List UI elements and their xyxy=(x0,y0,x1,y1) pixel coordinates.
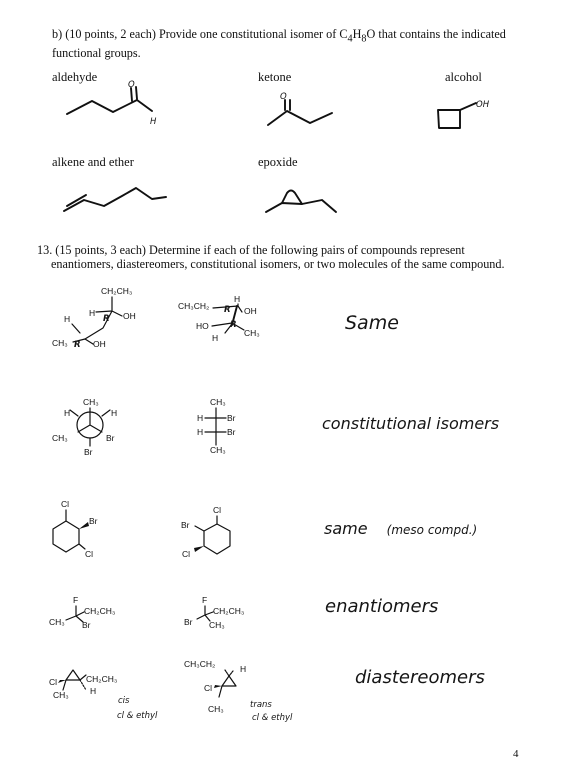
group-label: CH₂CH₃ xyxy=(101,286,133,296)
group-label: Cl xyxy=(85,549,94,559)
group-label: CH₃ xyxy=(53,690,69,700)
group-label: Br xyxy=(184,617,193,627)
group-label: H xyxy=(89,308,96,318)
answer-pair4: enantiomers xyxy=(325,596,439,617)
group-label: OH xyxy=(123,311,136,321)
pair3-left-structure xyxy=(53,499,98,559)
label-aldehyde: aldehyde xyxy=(52,70,98,84)
group-label: Cl xyxy=(61,499,70,509)
group-label: Cl xyxy=(182,549,191,559)
group-label: CH₃ xyxy=(208,704,224,714)
answer-pair1: Same xyxy=(345,312,399,334)
stereo-label: R xyxy=(103,314,110,324)
group-label: H xyxy=(240,664,247,674)
group-label: CH₂CH₃ xyxy=(213,606,245,616)
group-label: H xyxy=(90,686,97,696)
group-label: Br xyxy=(82,620,91,630)
annotation-cl-ethyl: cl & ethyl xyxy=(117,711,158,721)
group-label: Br xyxy=(84,447,93,457)
group-label: CH₃ xyxy=(209,620,225,630)
answer-pair2: constitutional isomers xyxy=(322,414,500,433)
group-label: OH xyxy=(93,339,106,349)
prompt-text: b) (10 points, 2 each) Provide one constitutional isomer of C xyxy=(52,27,348,41)
group-label: H xyxy=(197,427,204,437)
annotation-cis: cis xyxy=(118,696,130,706)
answer-note: (meso compd.) xyxy=(386,523,478,537)
group-label: F xyxy=(202,595,208,605)
group-label: CH₃ xyxy=(83,397,99,407)
pair1-left-structure xyxy=(52,286,136,350)
page-number: 4 xyxy=(513,748,519,760)
formula-subscript: 8 xyxy=(361,33,367,45)
formula-subscript: 4 xyxy=(347,33,353,45)
group-label: Br xyxy=(181,520,190,530)
group-label: CH₃ xyxy=(210,445,226,455)
pair2-fischer-projection xyxy=(197,397,236,455)
group-label: HO xyxy=(196,321,209,331)
group-label: CH₂CH₃ xyxy=(84,606,116,616)
label-alcohol: alcohol xyxy=(445,70,482,84)
group-label: H xyxy=(64,408,71,418)
annotation-trans: trans xyxy=(250,700,272,710)
group-label: CH₃CH₂ xyxy=(184,659,216,669)
answer-pair3 xyxy=(324,519,477,538)
alcohol-oh: OH xyxy=(476,100,490,110)
annotation-cl-ethyl: cl & ethyl xyxy=(252,713,293,723)
group-label: H xyxy=(234,294,241,304)
ketone-o: O xyxy=(280,92,287,102)
pair4-right-structure xyxy=(184,595,244,630)
stereo-label: R xyxy=(74,340,81,350)
group-label: CH₂CH₃ xyxy=(86,674,118,684)
pair5-right-structure xyxy=(184,659,293,723)
group-label: CH₃ xyxy=(244,328,260,338)
group-label: CH₃ xyxy=(49,617,65,627)
prompt-text: 13. (15 points, 3 each) Determine if each of the following pairs of compounds represent xyxy=(37,243,465,257)
prompt-text: enantiomers, diastereomers, constitutional isomers, or two molecules of the same compound. xyxy=(51,257,505,271)
aldehyde-o: O xyxy=(128,80,135,90)
answer-text: same xyxy=(324,519,368,538)
stereo-label: R xyxy=(224,305,231,315)
group-label: H xyxy=(111,408,118,418)
group-label: H xyxy=(212,333,219,343)
group-label: H xyxy=(197,413,204,423)
group-label: CH₃ xyxy=(210,397,226,407)
label-ketone: ketone xyxy=(258,70,292,84)
label-epoxide: epoxide xyxy=(258,155,298,169)
group-label: F xyxy=(73,595,79,605)
stereo-label: R xyxy=(230,320,237,330)
group-label: Br xyxy=(106,433,115,443)
pair1-right-structure xyxy=(178,294,260,343)
group-label: Cl xyxy=(49,677,58,687)
group-label: Cl xyxy=(213,505,222,515)
prompt-text: O that contains the indicated xyxy=(366,27,506,41)
group-label: Br xyxy=(227,427,236,437)
pair4-left-structure xyxy=(49,595,115,630)
group-label: H xyxy=(64,314,71,324)
prompt-text: functional groups. xyxy=(52,46,141,61)
aldehyde-h: H xyxy=(150,117,157,127)
pair5-left-structure xyxy=(49,670,158,721)
group-label: Br xyxy=(227,413,236,423)
group-label: CH₃ xyxy=(52,433,68,443)
group-label: Cl xyxy=(204,683,213,693)
pair3-right-structure xyxy=(181,505,230,559)
group-label: Br xyxy=(89,516,98,526)
answer-pair5: diastereomers xyxy=(355,667,485,688)
group-label: OH xyxy=(244,306,257,316)
label-alkene-ether: alkene and ether xyxy=(52,155,134,169)
formula-h: H xyxy=(352,27,362,41)
group-label: CH₃ xyxy=(52,338,68,348)
group-label: CH₃CH₂ xyxy=(178,301,210,311)
pair2-newman-projection xyxy=(52,397,117,457)
